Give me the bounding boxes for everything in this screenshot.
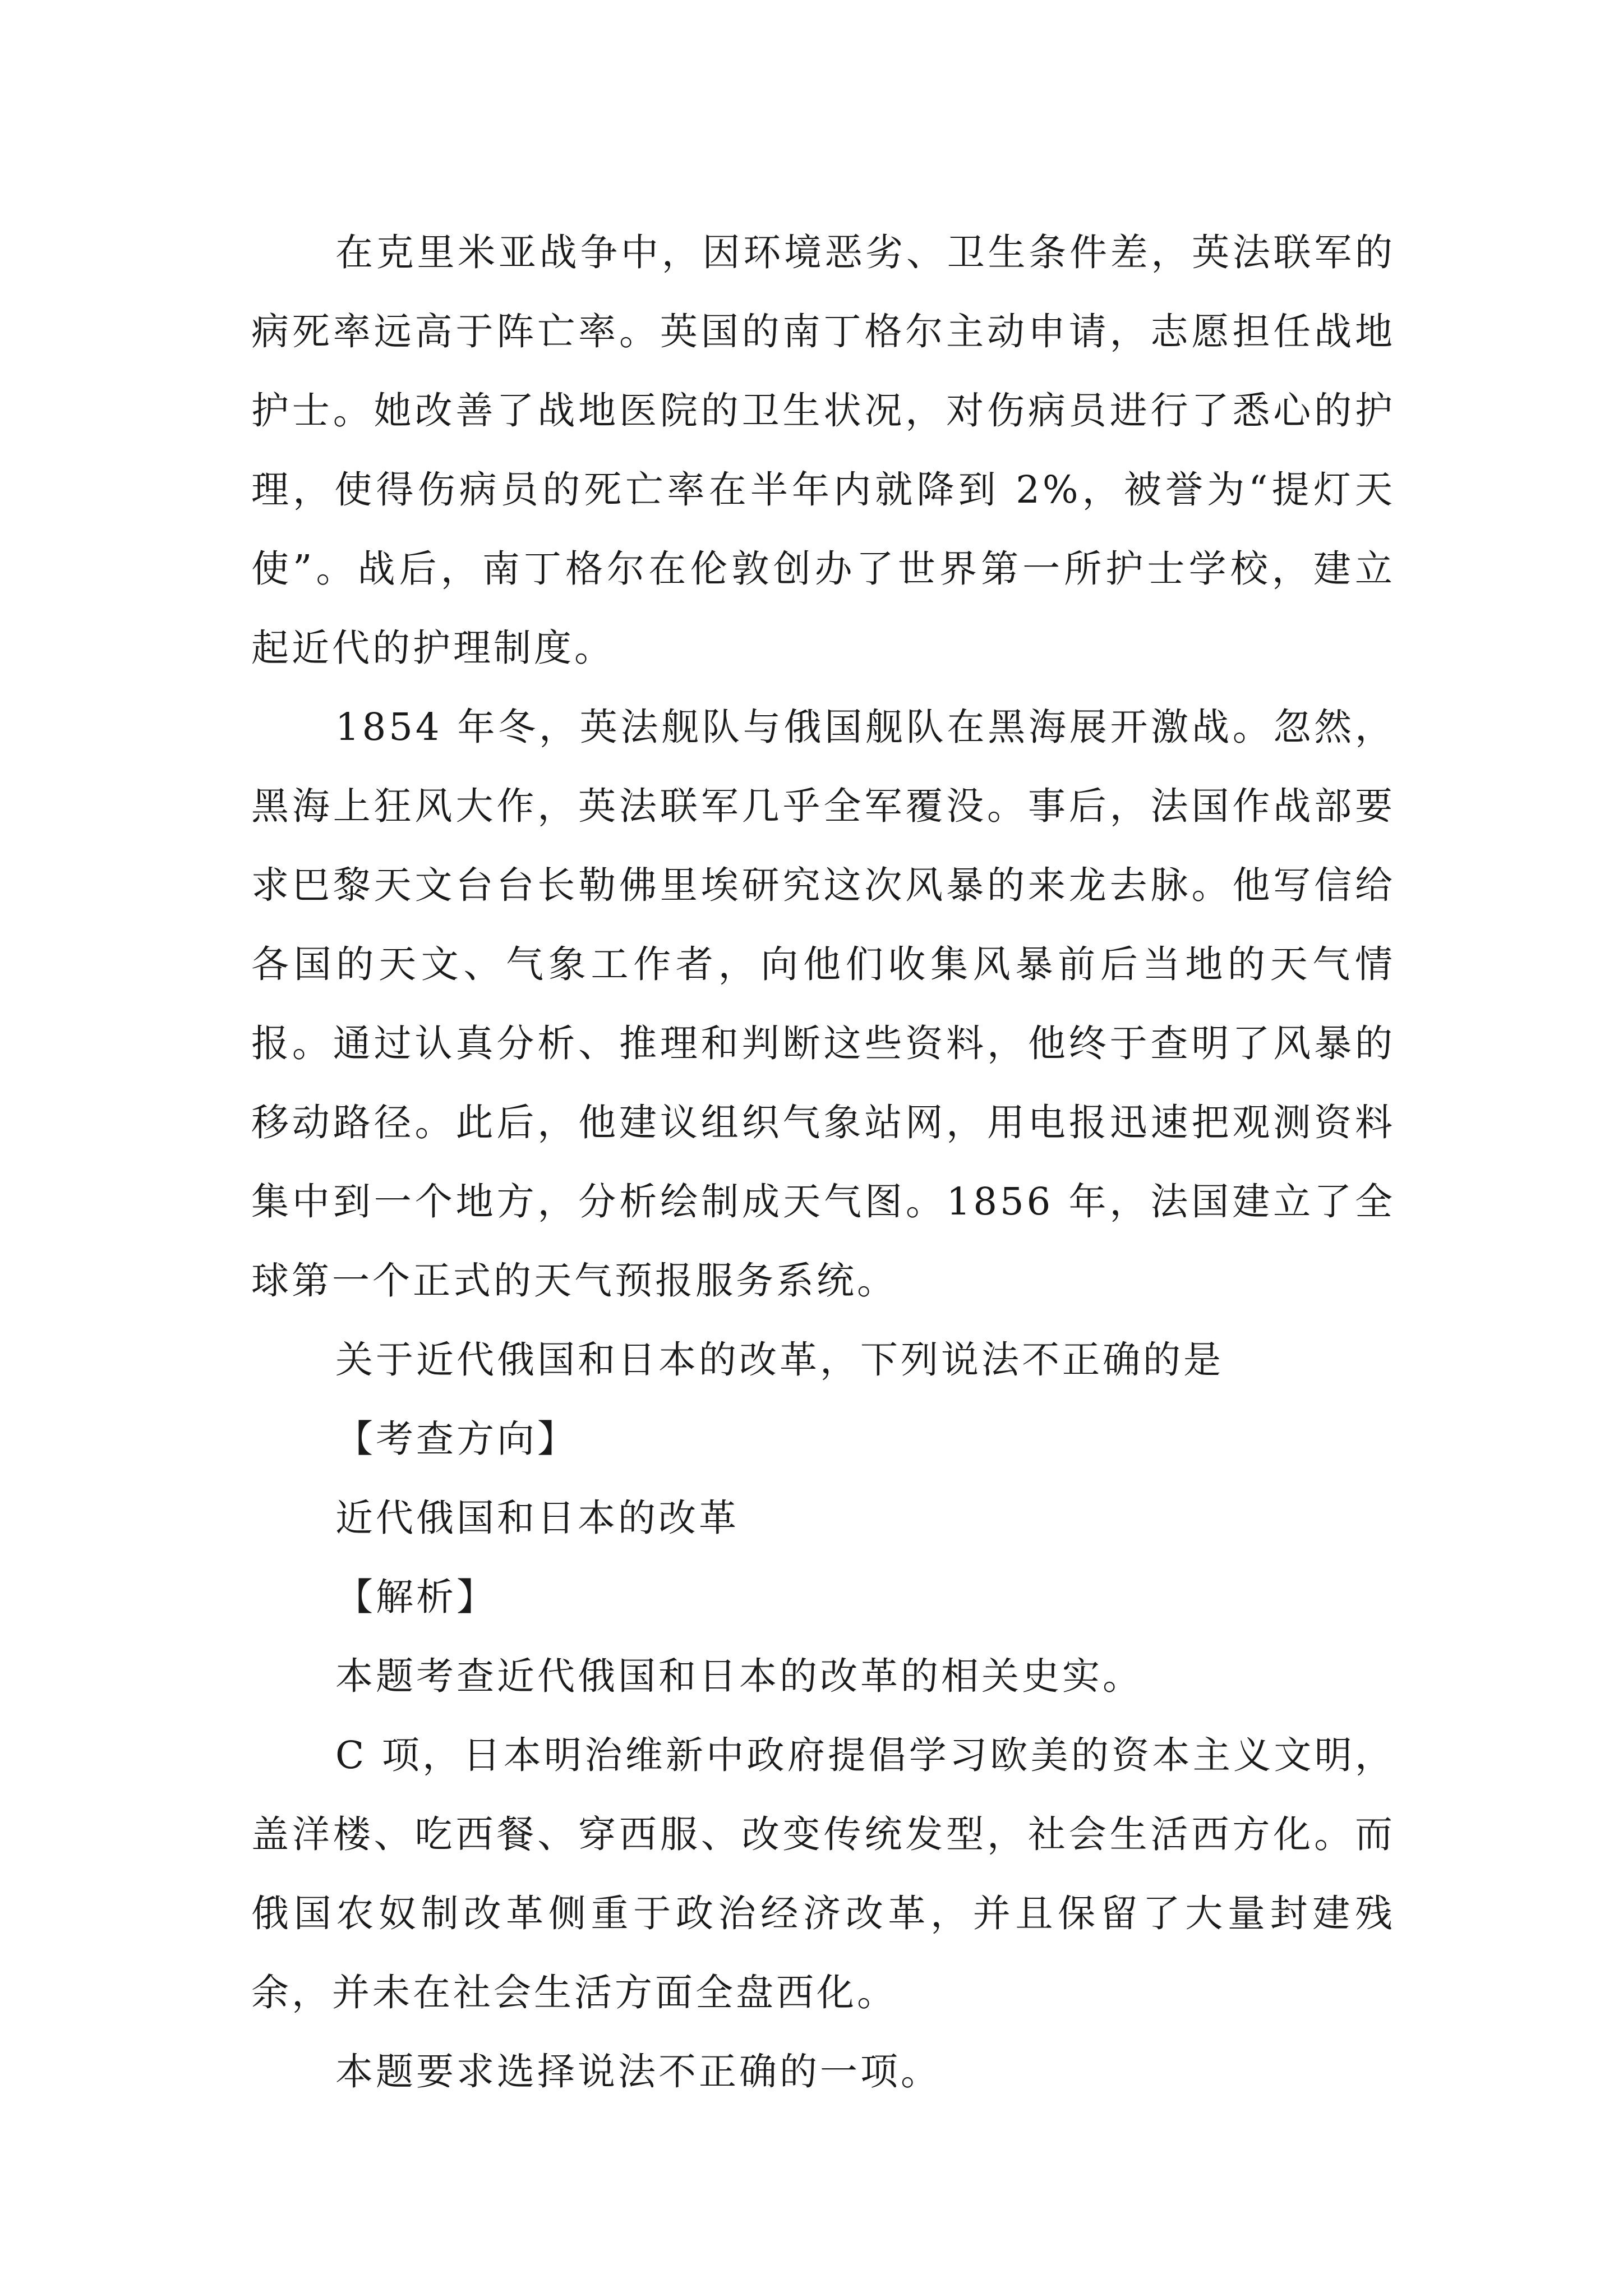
- section-heading-focus: 【考查方向】: [335, 1417, 578, 1461]
- analysis-conclusion: 本题要求选择说法不正确的一项。: [335, 2050, 941, 2093]
- focus-text: 近代俄国和日本的改革: [335, 1496, 739, 1540]
- paragraph-nightingale: 在克里米亚战争中，因环境恶劣、卫生条件差，英法联军的病死率远高于阵亡率。英国的南丁格尔主动申请，志愿担任战地护士。她改善了战地医院的卫生状况，对伤病员进行了悉心的护理，使得伤病员的死亡率在半年内就降到 2%，被誉为“提灯天使”。战后，南丁格尔在伦敦创办了世界第一所护士学校，建立起近代的护理制度。: [251, 231, 1395, 670]
- analysis-intro: 本题考查近代俄国和日本的改革的相关史实。: [335, 1654, 1143, 1698]
- question-stem: 关于近代俄国和日本的改革，下列说法不正确的是: [335, 1338, 1224, 1382]
- paragraph-weather-forecast: 1854 年冬，英法舰队与俄国舰队在黑海展开激战。忽然，黑海上狂风大作，英法联军几乎全军覆没。事后，法国作战部要求巴黎天文台台长勒佛里埃研究这次风暴的来龙去脉。他写信给各国的天文、气象工作者，向他们收集风暴前后当地的天气情报。通过认真分析、推理和判断这些资料，他终于查明了风暴的移动路径。此后，他建议组织气象站网，用电报迅速把观测资料集中到一个地方，分析绘制成天气图。1856 年，法国建立了全球第一个正式的天气预报服务系统。: [251, 705, 1395, 1303]
- document-body: [251, 213, 1395, 2111]
- section-heading-analysis: 【解析】: [335, 1575, 497, 1619]
- analysis-option-c: C 项，日本明治维新中政府提倡学习欧美的资本主义文明，盖洋楼、吃西餐、穿西服、改变传统发型，社会生活西方化。而俄国农奴制改革侧重于政治经济改革，并且保留了大量封建残余，并未在社会生活方面全盘西化。: [251, 1733, 1395, 2014]
